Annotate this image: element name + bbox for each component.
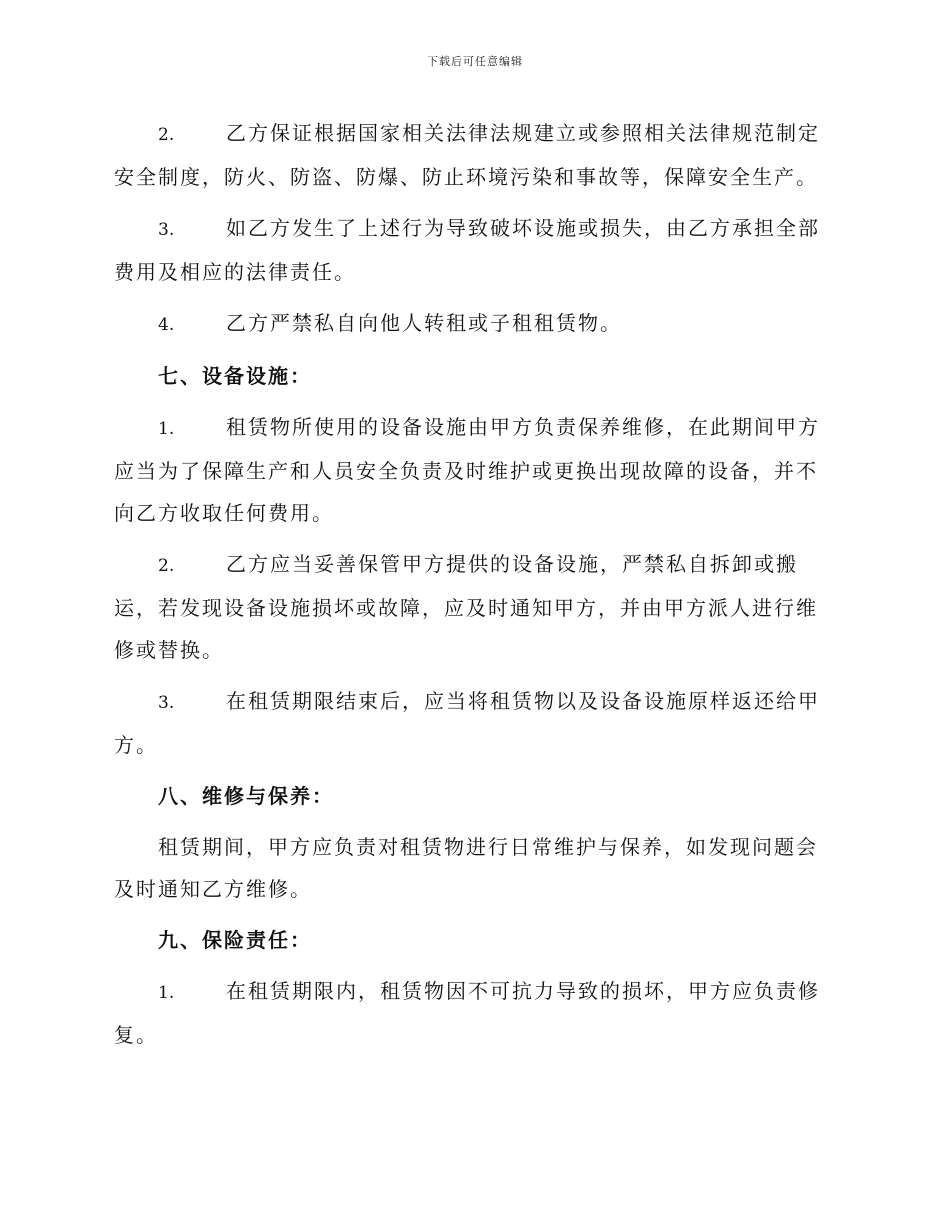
clause-number: 2.: [158, 556, 175, 576]
section-9-heading: 九、保险责任：: [158, 928, 312, 952]
clause-text: 在租赁期限内，租赁物因不可抗力导致的损坏，甲方应负责修复。: [114, 979, 820, 1047]
clause-text: 乙方应当妥善保管甲方提供的设备设施，严禁私自拆卸或搬运，若发现设备设施损坏或故障，应及时通知甲方，并由甲方派人进行维修或替换。: [114, 552, 818, 662]
clause-6-3: [114, 207, 836, 293]
clause-7-2: [114, 543, 836, 671]
clause-9-1: [114, 970, 836, 1056]
clause-text: 租赁物所使用的设备设施由甲方负责保养维修，在此期间甲方应当为了保障生产和人员安全负责及时维护或更换出现故障的设备，并不向乙方收取任何费用。: [114, 415, 820, 525]
clause-number: 3.: [158, 220, 175, 240]
clause-number: 1.: [158, 419, 175, 439]
page-header: 下载后可任意编辑: [427, 55, 523, 68]
clause-number: 1.: [158, 983, 175, 1003]
clause-7-3: [114, 680, 836, 766]
section-8-heading: 八、维修与保养：: [158, 784, 334, 808]
section-8-paragraph: 租赁期间，甲方应负责对租赁物进行日常维护与保养，如发现问题会及时通知乙方维修。: [114, 835, 818, 901]
document-body: [114, 112, 836, 1065]
section-7-heading: 七、设备设施：: [158, 364, 312, 388]
clause-text: 乙方保证根据国家相关法律法规建立或参照相关法律规范制定安全制度，防火、防盗、防爆、防止环境污染和事故等，保障安全生产。: [114, 121, 820, 189]
clause-number: 4.: [158, 315, 175, 335]
clause-text: 乙方严禁私自向他人转租或子租租赁物。: [226, 311, 622, 335]
clause-number: 2.: [158, 125, 175, 145]
clause-text: 在租赁期限结束后，应当将租赁物以及设备设施原样返还给甲方。: [114, 689, 820, 757]
clause-6-4: [114, 302, 836, 346]
clause-7-1: [114, 406, 836, 534]
clause-number: 3.: [158, 693, 175, 713]
clause-6-2: [114, 112, 836, 198]
clause-text: 如乙方发生了上述行为导致破坏设施或损失，由乙方承担全部费用及相应的法律责任。: [114, 216, 820, 284]
